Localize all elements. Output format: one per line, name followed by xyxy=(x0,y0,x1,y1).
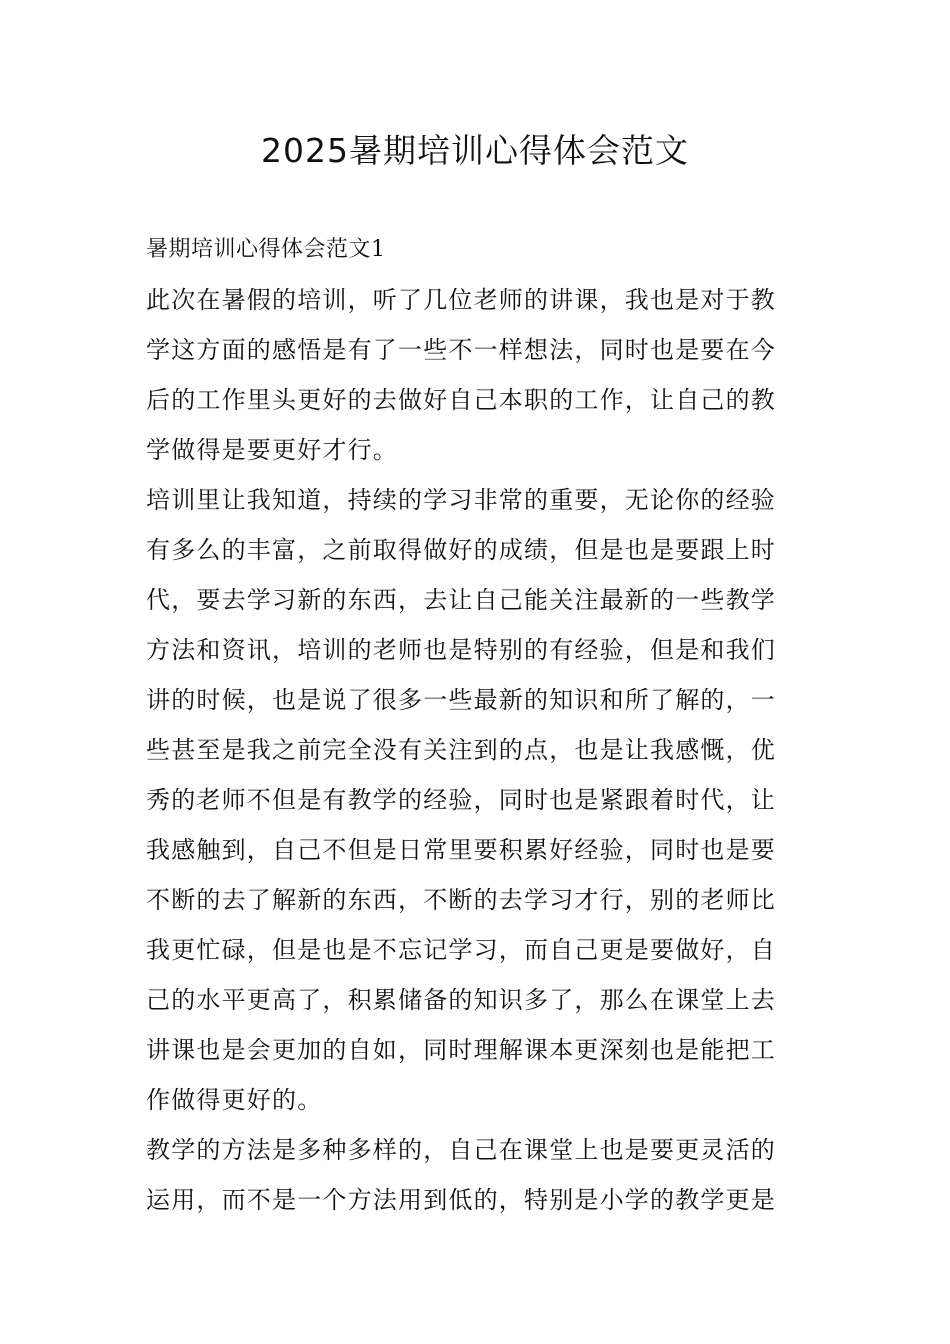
document-title: 2025暑期培训心得体会范文 xyxy=(261,131,689,170)
text-line: 运用，而不是一个方法用到低的，特别是小学的教学更是 xyxy=(146,1186,776,1214)
text-line: 方法和资讯，培训的老师也是特别的有经验，但是和我们 xyxy=(146,636,776,664)
text-line: 教学的方法是多种多样的，自己在课堂上也是要更灵活的 xyxy=(146,1136,776,1164)
text-line: 代，要去学习新的东西，去让自己能关注最新的一些教学 xyxy=(146,586,776,614)
paragraph-1 xyxy=(146,275,806,475)
text-line: 些甚至是我之前完全没有关注到的点，也是让我感慨，优 xyxy=(146,736,776,764)
text-line: 己的水平更高了，积累储备的知识多了，那么在课堂上去 xyxy=(146,986,776,1014)
section-heading: 暑期培训心得体会范文1 xyxy=(146,237,386,262)
text-line: 学这方面的感悟是有了一些不一样想法，同时也是要在今 xyxy=(146,336,776,364)
text-line: 有多么的丰富，之前取得做好的成绩，但是也是要跟上时 xyxy=(146,536,776,564)
text-line: 我感触到，自己不但是日常里要积累好经验，同时也是要 xyxy=(146,836,776,864)
text-line: 我更忙碌，但是也是不忘记学习，而自己更是要做好，自 xyxy=(146,936,776,964)
text-line: 秀的老师不但是有教学的经验，同时也是紧跟着时代，让 xyxy=(146,786,776,814)
text-line: 作做得更好的。 xyxy=(146,1086,323,1114)
text-line: 培训里让我知道，持续的学习非常的重要，无论你的经验 xyxy=(146,486,776,514)
text-line: 讲的时候，也是说了很多一些最新的知识和所了解的，一 xyxy=(146,686,776,714)
document-body xyxy=(146,225,806,1225)
text-line: 后的工作里头更好的去做好自己本职的工作，让自己的教 xyxy=(146,386,776,414)
text-line: 此次在暑假的培训，听了几位老师的讲课，我也是对于教 xyxy=(146,286,776,314)
text-line: 学做得是要更好才行。 xyxy=(146,436,398,464)
text-line: 不断的去了解新的东西，不断的去学习才行，别的老师比 xyxy=(146,886,776,914)
text-line: 讲课也是会更加的自如，同时理解课本更深刻也是能把工 xyxy=(146,1036,776,1064)
paragraph-3 xyxy=(146,1125,806,1225)
paragraph-2 xyxy=(146,475,806,1125)
